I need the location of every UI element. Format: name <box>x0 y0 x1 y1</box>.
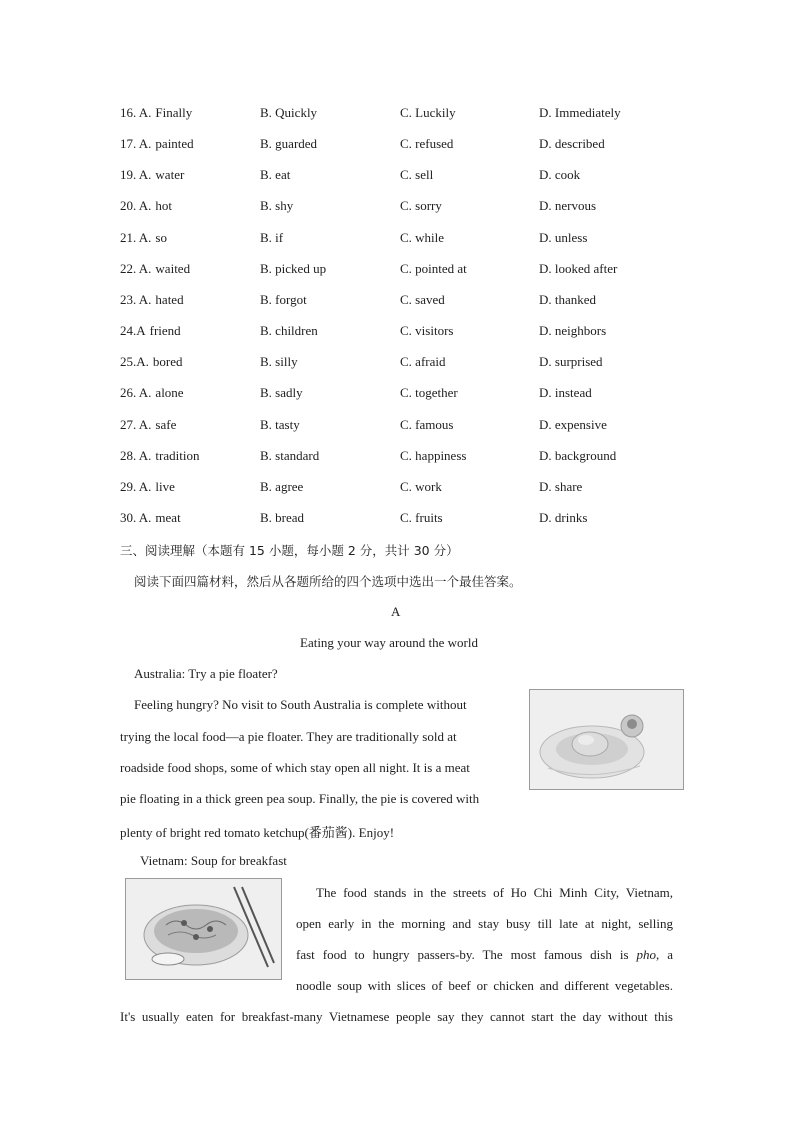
option-c: C. together <box>400 385 458 401</box>
question-number: 27. A. <box>120 416 152 432</box>
option-b: B. standard <box>260 447 320 463</box>
option-b: B. sadly <box>260 385 303 401</box>
option-b: B. agree <box>260 478 304 494</box>
option-d: D. cook <box>539 167 581 183</box>
option-b: B. if <box>260 229 284 245</box>
option-b: B. children <box>260 323 318 339</box>
option-d: D. described <box>539 136 605 152</box>
question-number: 24.A <box>120 323 146 339</box>
option-c: C. sorry <box>400 198 442 214</box>
option-c: C. visitors <box>400 323 454 339</box>
question-number: 30. A. <box>120 509 152 525</box>
option-c: C. afraid <box>400 354 446 370</box>
option-c: C. Luckily <box>400 105 456 120</box>
question-number: 23. A. <box>120 291 152 307</box>
australia-line-2: trying the local food—a pie floater. They are traditionally sold at <box>120 729 457 744</box>
vietnam-heading: Vietnam: Soup for breakfast <box>140 853 287 868</box>
option-a-text: hot <box>155 198 173 214</box>
question-row <box>120 230 680 250</box>
australia-line-1: Feeling hungry? No visit to South Australia is complete without <box>134 697 467 712</box>
passage-letter: A <box>391 604 401 619</box>
question-row <box>120 510 680 530</box>
option-b: B. bread <box>260 509 305 525</box>
option-b: B. eat <box>260 167 291 183</box>
option-c: C. famous <box>400 416 454 432</box>
option-a-text: Finally <box>155 105 193 120</box>
option-b: B. tasty <box>260 416 300 432</box>
option-a <box>120 105 192 121</box>
option-d: D. neighbors <box>539 323 607 339</box>
option-a-text: bored <box>152 354 183 370</box>
option-a-text: friend <box>149 323 181 339</box>
option-c: C. while <box>400 229 445 245</box>
question-row <box>120 479 680 499</box>
option-a <box>120 261 190 277</box>
option-d: D. drinks <box>539 509 588 525</box>
australia-line-5: plenty of bright red tomato ketchup(番茄酱). Enjoy! <box>120 825 395 840</box>
question-number: 28. A. <box>120 447 152 463</box>
vietnam-line-5: It's usually eaten for breakfast-many Vietnamese people say they cannot start the day without this <box>120 1009 673 1024</box>
vietnam-line-4: noodle soup with slices of beef or chicken and different vegetables. <box>296 978 673 993</box>
question-number: 16. A. <box>120 105 152 120</box>
option-c: C. sell <box>400 167 434 183</box>
dish-name-pho: pho <box>636 947 656 962</box>
option-d: D. unless <box>539 229 588 245</box>
option-d: D. surprised <box>539 354 603 370</box>
option-d: D. nervous <box>539 198 597 214</box>
vietnam-line-3: fast food to hungry passers-by. The most famous dish is pho, a <box>296 947 673 962</box>
question-row <box>120 292 680 312</box>
option-a-text: waited <box>155 260 191 276</box>
question-row <box>120 198 680 218</box>
question-row <box>120 261 680 281</box>
option-a-text: hated <box>155 291 184 307</box>
option-b: B. silly <box>260 354 298 370</box>
option-b: B. picked up <box>260 260 327 276</box>
vietnam-line-2: open early in the morning and stay busy till late at night, selling <box>296 916 673 931</box>
option-a <box>120 323 181 339</box>
option-a <box>120 354 183 370</box>
question-number: 26. A. <box>120 385 152 401</box>
option-b: B. Quickly <box>260 105 318 120</box>
option-d: D. expensive <box>539 416 607 432</box>
question-row <box>120 385 680 405</box>
australia-heading: Australia: Try a pie floater? <box>134 666 278 681</box>
option-a-text: water <box>155 167 185 183</box>
question-row <box>120 354 680 374</box>
option-b: B. forgot <box>260 291 307 307</box>
vietnam-line-1: The food stands in the streets of Ho Chi Minh City, Vietnam, <box>316 885 673 900</box>
section-heading: 三、阅读理解（本题有 15 小题，每小题 2 分，共计 30 分） <box>120 543 459 558</box>
option-a <box>120 385 184 401</box>
option-b: B. guarded <box>260 136 318 152</box>
option-c: C. work <box>400 478 442 494</box>
option-a <box>120 230 167 246</box>
pho-photo <box>125 878 282 980</box>
question-number: 29. A. <box>120 478 152 494</box>
option-a-text: painted <box>155 136 194 152</box>
option-d: D. instead <box>539 385 592 401</box>
option-d: D. looked after <box>539 260 618 276</box>
question-row <box>120 105 680 125</box>
option-a-text: meat <box>155 509 181 525</box>
option-c: C. refused <box>400 136 454 152</box>
option-c: C. saved <box>400 291 445 307</box>
question-number: 17. A. <box>120 136 152 152</box>
question-number: 20. A. <box>120 198 152 214</box>
option-a <box>120 167 184 183</box>
option-a <box>120 479 175 495</box>
option-a <box>120 417 176 433</box>
pie-floater-photo <box>529 689 684 790</box>
section-instruction: 阅读下面四篇材料，然后从各题所给的四个选项中选出一个最佳答案。 <box>134 574 522 589</box>
australia-line-4: pie floating in a thick green pea soup. Finally, the pie is covered with <box>120 791 480 806</box>
option-b: B. shy <box>260 198 294 214</box>
australia-line-3: roadside food shops, some of which stay open all night. It is a meat <box>120 760 470 775</box>
question-number: 25.A. <box>120 354 149 370</box>
option-d: D. thanked <box>539 291 597 307</box>
option-a <box>120 448 199 464</box>
question-row <box>120 417 680 437</box>
option-a-text: live <box>155 478 175 494</box>
question-number: 22. A. <box>120 260 152 276</box>
option-a <box>120 292 184 308</box>
option-a-text: alone <box>155 385 184 401</box>
option-a <box>120 136 194 152</box>
question-row <box>120 448 680 468</box>
option-c: C. pointed at <box>400 260 467 276</box>
question-number: 21. A. <box>120 229 152 245</box>
question-row <box>120 136 680 156</box>
question-number: 19. A. <box>120 167 152 183</box>
option-d: D. Immediately <box>539 105 621 120</box>
option-a-text: so <box>155 229 167 245</box>
option-a <box>120 510 181 526</box>
question-row <box>120 167 680 187</box>
option-a-text: tradition <box>155 447 200 463</box>
option-c: C. happiness <box>400 447 467 463</box>
passage-title: Eating your way around the world <box>300 635 478 650</box>
option-d: D. background <box>539 447 617 463</box>
option-d: D. share <box>539 478 583 494</box>
question-row <box>120 323 680 343</box>
option-a-text: safe <box>155 416 177 432</box>
option-a <box>120 198 172 214</box>
option-c: C. fruits <box>400 509 443 525</box>
